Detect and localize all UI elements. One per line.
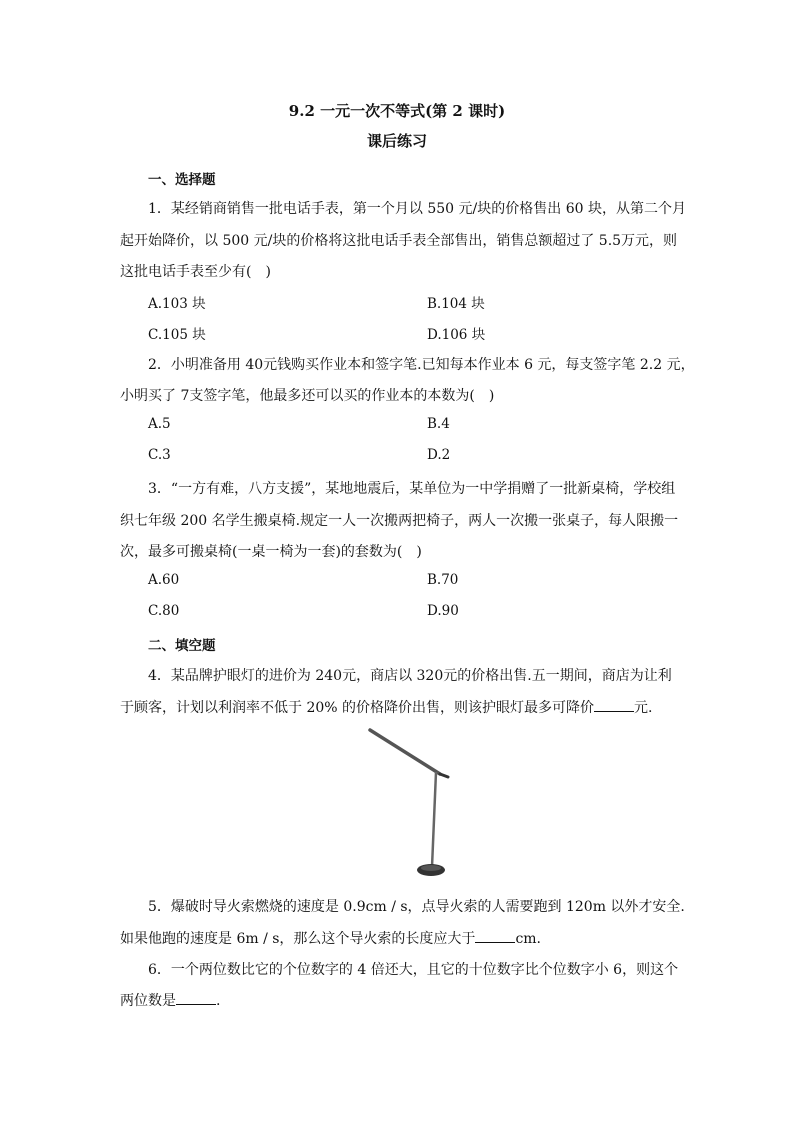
q4-line-2-unit: 元. [634, 700, 653, 716]
q6-line-2-end: . [216, 993, 221, 1009]
q1-option-d: D.106 块 [427, 327, 486, 343]
q3-line-2: 织七年级 200 名学生搬桌椅.规定一人一次搬两把椅子，两人一次搬一张桌子，每人限搬一 [120, 513, 679, 529]
q5-line-2 [120, 928, 541, 948]
q2-option-c: C.3 [148, 447, 171, 463]
q1-line-3: 这批电话手表至少有( ) [120, 264, 271, 280]
q2-line-1: 2．小明准备用 40元钱购买作业本和签字笔.已知每本作业本 6 元，每支签字笔 2.2 元， [148, 357, 695, 373]
q2-line-2: 小明买了 7支签字笔，他最多还可以买的作业本的本数为( ) [120, 388, 495, 404]
q1-option-a: A.103 块 [148, 296, 206, 312]
q1-option-c: C.105 块 [148, 327, 206, 343]
q3-line-3: 次，最多可搬桌椅(一桌一椅为一套)的套数为( ) [120, 544, 422, 560]
q1-option-b: B.104 块 [427, 296, 485, 312]
q6-answer-blank[interactable] [176, 992, 216, 1005]
page-title: 9.2 一元一次不等式(第 2 课时) [288, 102, 506, 120]
q4-line-1: 4．某品牌护眼灯的进价为 240元，商店以 320元的价格出售.五一期间，商店为让利 [148, 668, 672, 684]
section-heading-choice: 一、选择题 [148, 172, 216, 188]
page-subtitle: 课后练习 [366, 132, 427, 150]
q4-line-2 [120, 697, 652, 717]
q2-option-d: D.2 [427, 447, 451, 463]
q5-line-1: 5．爆破时导火索燃烧的速度是 0.9cm / s，点导火索的人需要跑到 120m 以外才安全. [148, 899, 685, 915]
q6-line-2-text: 两位数是 [120, 993, 176, 1009]
q5-answer-blank[interactable] [475, 930, 515, 943]
q2-option-a: A.5 [148, 416, 171, 432]
q6-line-2 [120, 990, 220, 1010]
q3-option-d: D.90 [427, 603, 459, 619]
q4-answer-blank[interactable] [594, 699, 634, 712]
q1-line-2: 起开始降价，以 500 元/块的价格将这批电话手表全部售出，销售总额超过了 5.5万元，则 [120, 233, 678, 249]
desk-lamp-icon [360, 722, 460, 882]
q4-line-2-text: 于顾客，计划以利润率不低于 20% 的价格降价出售，则该护眼灯最多可降价 [120, 700, 595, 716]
q3-option-c: C.80 [148, 603, 180, 619]
q3-option-a: A.60 [148, 572, 180, 588]
q6-line-1: 6．一个两位数比它的个位数字的 4 倍还大，且它的十位数字比个位数字小 6，则这个 [148, 962, 679, 978]
q2-option-b: B.4 [427, 416, 450, 432]
q1-line-1: 1．某经销商销售一批电话手表，第一个月以 550 元/块的价格售出 60 块，从第二个月 [148, 201, 686, 217]
q5-line-2-text: 如果他跑的速度是 6m / s，那么这个导火索的长度应大于 [120, 931, 476, 947]
section-heading-fill: 二、填空题 [148, 638, 216, 654]
q3-line-1: 3．“一方有难，八方支援”，某地地震后，某单位为一中学捐赠了一批新桌椅，学校组 [148, 481, 676, 497]
q5-line-2-unit: cm. [515, 931, 542, 947]
q3-option-b: B.70 [427, 572, 459, 588]
